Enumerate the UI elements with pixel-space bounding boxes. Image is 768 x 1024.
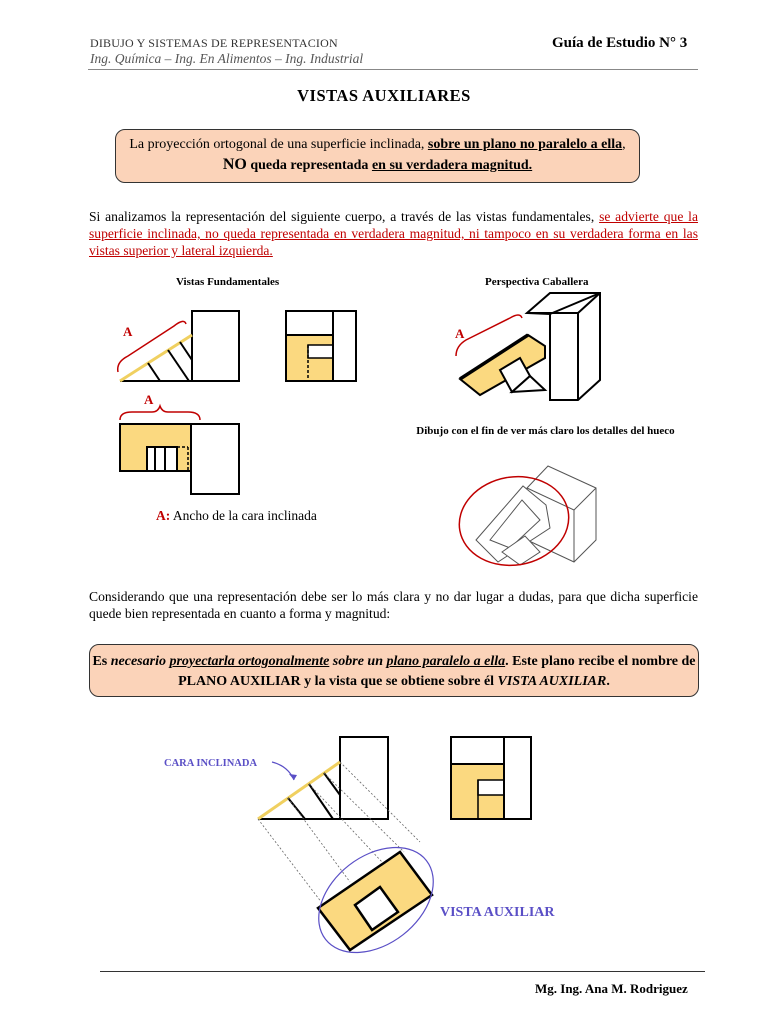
caption-vistas-fundamentales: Vistas Fundamentales [176, 276, 280, 288]
box1-text-6: en su verdadera magnitud. [371, 158, 533, 173]
box2-text-6: . Este plano recibe el nombre de PLANO AUXILIAR y la vista que se obtiene sobre él [178, 654, 696, 689]
footer-divider [100, 971, 705, 972]
page-title: VISTAS AUXILIARES [297, 86, 471, 105]
author-name: Mg. Ing. Ana M. Rodriguez [535, 981, 688, 996]
careers-line: Ing. Química – Ing. En Alimentos – Ing. Industrial [90, 51, 364, 66]
box1-text-1: La proyección ortogonal de una superficie inclinada, [129, 137, 428, 152]
intro-normal-text: Si analizamos la representación del siguiente cuerpo, a través de las vistas fundamentales, [89, 209, 600, 224]
a-definition-key: A: [156, 508, 171, 523]
label-cara-inclinada: CARA INCLINADA [164, 758, 258, 769]
caption-dibujo-hueco: Dibujo con el fin de ver más claro los detalles del hueco [416, 425, 675, 437]
a-definition [156, 508, 317, 524]
brace-a-2 [120, 406, 200, 420]
cara-arrow [272, 762, 294, 780]
auxiliary-view [318, 852, 432, 950]
box2-text-7: VISTA AUXILIAR [497, 674, 607, 689]
perspective-view [460, 293, 600, 400]
box2-text-4: sobre un [329, 654, 387, 669]
course-name: DIBUJO Y SISTEMAS DE REPRESENTACION [90, 36, 338, 50]
label-a-1: A [123, 324, 133, 339]
label-a-3: A [455, 326, 465, 341]
box2-text-3: proyectarla ortogonalmente [169, 654, 330, 669]
consideration-paragraph: Considerando que una representación debe ser lo más clara y no dar lugar a dudas, para que dicha superficie quede bien representada en cuanto a forma y magnitud: [89, 589, 698, 621]
box2-text-1: Es [92, 654, 111, 669]
auxiliary-plane-box [89, 644, 699, 697]
guide-number: Guía de Estudio N° 3 [552, 35, 688, 51]
label-vista-auxiliar: VISTA AUXILIAR [440, 905, 555, 920]
bottom-side-view [451, 737, 531, 819]
box1-text-5: queda representada [246, 158, 372, 173]
front-view [120, 311, 239, 381]
box1-text-2: sobre un plano no paralelo a ella [427, 137, 623, 152]
top-view [120, 424, 239, 494]
a-definition-desc: Ancho de la cara inclinada [170, 508, 317, 523]
side-view [286, 311, 356, 381]
box1-text-no: NO [222, 156, 247, 173]
box1-text-3: , [622, 137, 626, 152]
box2-text-5: plano paralelo a ella [386, 654, 506, 669]
bottom-front-view [258, 737, 388, 819]
intro-red-text: se advierte que la superficie inclinada, no queda representada en verdadera magnitud, ni tampoco en su verdadera forma en las vistas superior y lateral izquierda. [89, 209, 698, 258]
caption-perspectiva-caballera: Perspectiva Caballera [485, 276, 589, 288]
label-a-2: A [144, 392, 154, 407]
box2-text-8: . [606, 674, 610, 689]
box2-text-2: necesario [110, 654, 170, 669]
